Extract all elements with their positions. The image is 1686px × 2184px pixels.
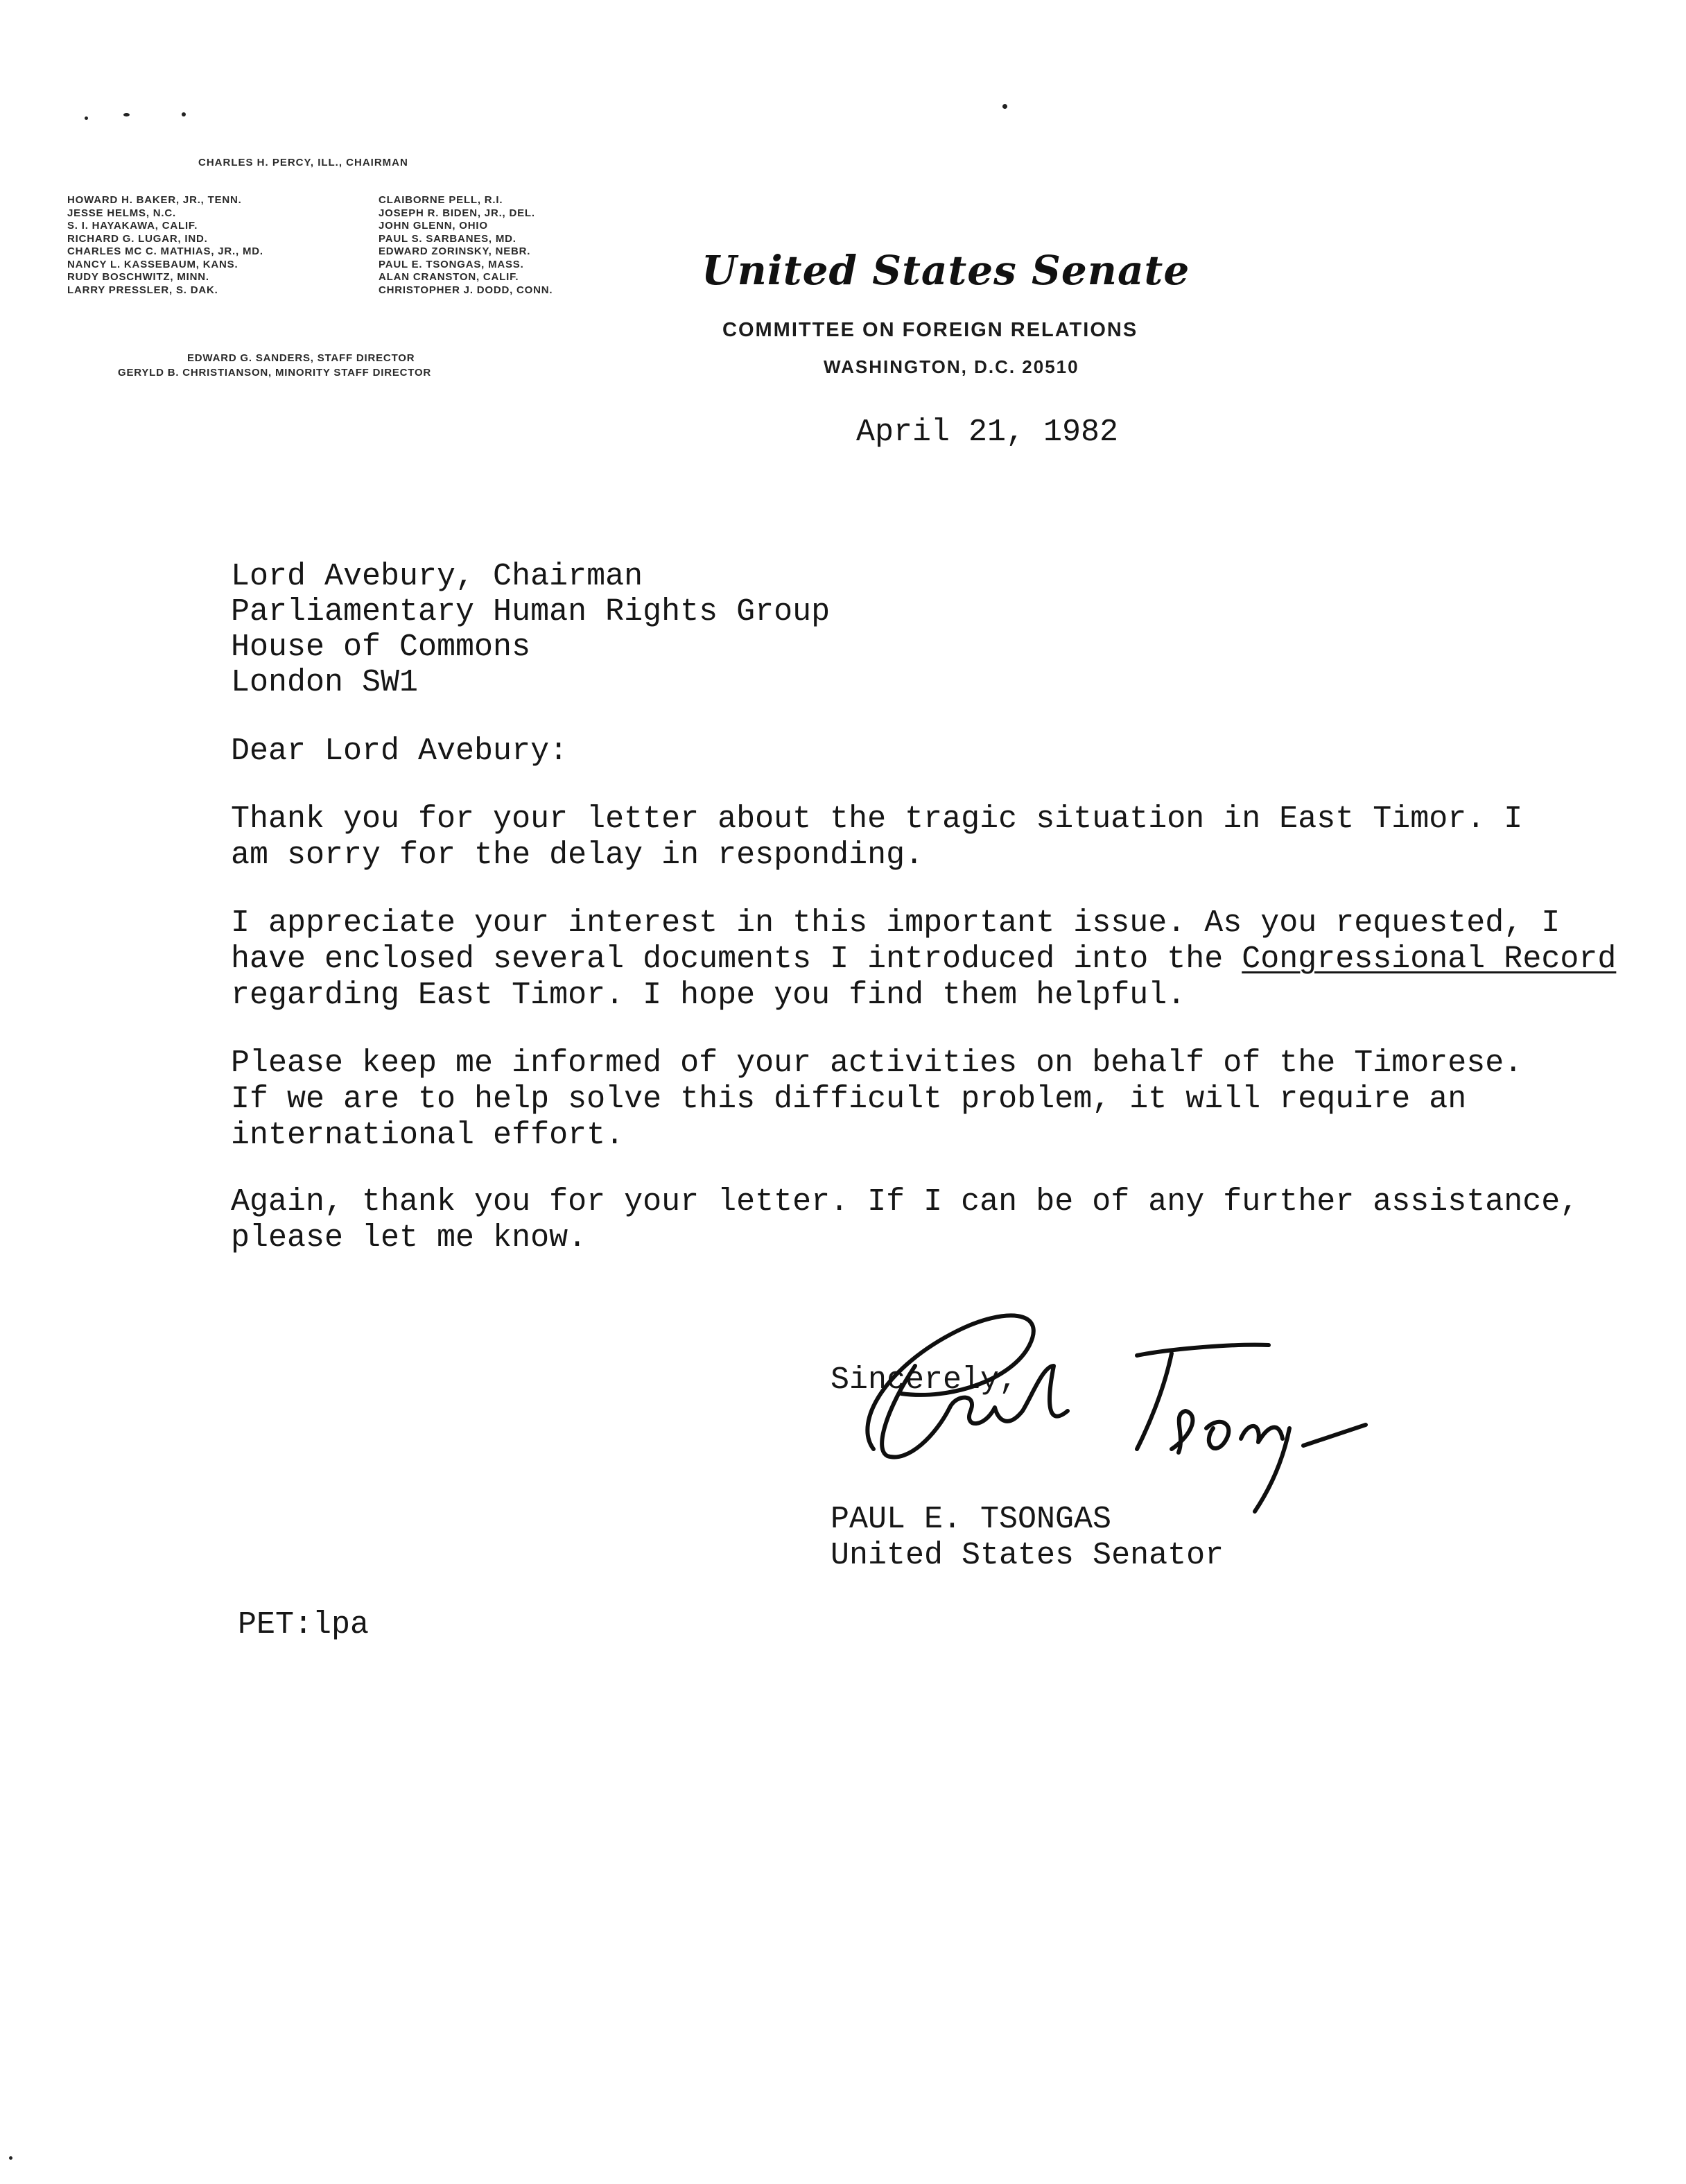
staff-director: EDWARD G. SANDERS, STAFF DIRECTOR xyxy=(187,352,415,364)
member-name: PAUL S. SARBANES, MD. xyxy=(379,232,516,245)
member-name: LARRY PRESSLER, S. DAK. xyxy=(67,284,218,296)
committee-address: WASHINGTON, D.C. 20510 xyxy=(824,356,1079,377)
member-name: JESSE HELMS, N.C. xyxy=(67,207,176,219)
paragraph-line: international effort. xyxy=(231,1118,625,1153)
paragraph-line: regarding East Timor. I hope you find them helpful. xyxy=(231,978,1186,1013)
paragraph-3 xyxy=(231,1046,1522,1154)
member-name: NANCY L. KASSEBAUM, KANS. xyxy=(67,258,238,270)
member-name: S. I. HAYAKAWA, CALIF. xyxy=(67,220,198,232)
paragraph-line: I appreciate your interest in this important issue. As you requested, I xyxy=(231,905,1561,941)
minority-staff-director: GERYLD B. CHRISTIANSON, MINORITY STAFF DIRECTOR xyxy=(118,367,432,379)
member-name: CLAIBORNE PELL, R.I. xyxy=(379,194,503,206)
scan-speck xyxy=(85,116,88,120)
address-line: House of Commons xyxy=(231,630,531,665)
scan-speck xyxy=(1002,104,1007,109)
congressional-record-title: Congressional Record xyxy=(1242,942,1617,977)
member-name: CHRISTOPHER J. DODD, CONN. xyxy=(379,284,553,296)
recipient-address xyxy=(231,559,830,700)
closing: Sincerely, xyxy=(831,1362,1018,1398)
paragraph-1 xyxy=(231,801,1522,874)
member-name: PAUL E. TSONGAS, MASS. xyxy=(379,258,524,270)
address-line: London SW1 xyxy=(231,665,419,700)
member-name: JOHN GLENN, OHIO xyxy=(379,220,488,232)
salutation: Dear Lord Avebury: xyxy=(231,734,568,769)
paragraph-4 xyxy=(231,1184,1579,1256)
member-name: EDWARD ZORINSKY, NEBR. xyxy=(379,245,531,257)
signer-name: PAUL E. TSONGAS xyxy=(831,1502,1112,1537)
paragraph-line: Thank you for your letter about the tragic situation in East Timor. I xyxy=(231,801,1523,837)
scan-speck xyxy=(123,113,130,116)
signature-image xyxy=(846,1290,1373,1525)
address-line: Lord Avebury, Chairman xyxy=(231,559,643,594)
majority-members-list xyxy=(67,194,263,297)
member-name: CHARLES MC C. MATHIAS, JR., MD. xyxy=(67,245,263,257)
senate-masthead: United States Senate xyxy=(702,247,1190,294)
committee-name: COMMITTEE ON FOREIGN RELATIONS xyxy=(722,319,1138,341)
paragraph-line-text: have enclosed several documents I introduced into the xyxy=(231,942,1242,977)
paragraph-line: Please keep me informed of your activities on behalf of the Timorese. xyxy=(231,1046,1523,1081)
signer-block xyxy=(831,1502,1224,1574)
paragraph-line: Again, thank you for your letter. If I can be of any further assistance, xyxy=(231,1184,1579,1220)
member-name: RICHARD G. LUGAR, IND. xyxy=(67,232,208,245)
paragraph-line: am sorry for the delay in responding. xyxy=(231,838,924,873)
letter-date: April 21, 1982 xyxy=(856,415,1119,450)
committee-chairman: CHARLES H. PERCY, ILL., CHAIRMAN xyxy=(198,157,408,168)
member-name: RUDY BOSCHWITZ, MINN. xyxy=(67,271,209,283)
member-name: ALAN CRANSTON, CALIF. xyxy=(379,271,519,283)
signer-title: United States Senator xyxy=(831,1538,1224,1573)
scan-speck xyxy=(182,112,186,116)
staff-directors xyxy=(118,351,575,380)
member-name: JOSEPH R. BIDEN, JR., DEL. xyxy=(379,207,535,219)
minority-members-list xyxy=(379,194,553,297)
paragraph-line xyxy=(231,942,1616,978)
address-line: Parliamentary Human Rights Group xyxy=(231,594,831,630)
paragraph-line: please let me know. xyxy=(231,1220,587,1256)
paragraph-line: If we are to help solve this difficult problem, it will require an xyxy=(231,1082,1467,1117)
reference-initials: PET:lpa xyxy=(238,1607,370,1643)
scan-speck xyxy=(9,2156,12,2160)
member-name: HOWARD H. BAKER, JR., TENN. xyxy=(67,194,242,206)
paragraph-2 xyxy=(231,905,1616,1014)
